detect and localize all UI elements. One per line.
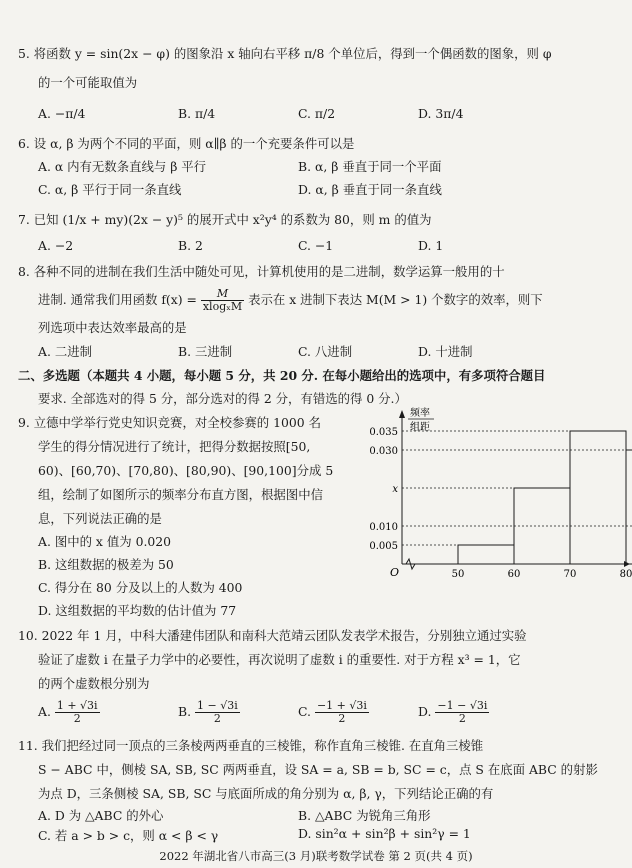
q9-line5: 息，下列说法正确的是 xyxy=(38,511,162,526)
x-tick-label: 60 xyxy=(507,569,521,580)
q6-option-b: B. α, β 垂直于同一个平面 xyxy=(298,159,442,174)
q11-option-a: A. D 为 △ABC 的外心 xyxy=(38,808,164,823)
q11-line1: 11. 我们把经过同一顶点的三条棱两两垂直的三棱锥，称作直角三棱锥. 在直角三棱锥 xyxy=(18,738,484,753)
q10-option-c-den: 2 xyxy=(338,712,346,725)
histogram-bar xyxy=(458,545,514,564)
section2-line1: 二、多选题（本题共 4 小题，每小题 5 分，共 20 分. 在每小题给出的选项中，有多项符合题目 xyxy=(18,368,546,383)
q10-line3: 的两个虚数根分别为 xyxy=(38,676,150,691)
q10-option-a-num: 1 + √3i xyxy=(56,699,98,712)
histogram-bar xyxy=(570,431,626,564)
y-tick-label: 0.005 xyxy=(369,541,398,552)
q10-option-b xyxy=(178,700,240,725)
q5-line2: 的一个可能取值为 xyxy=(38,75,138,90)
q8-line2-end: 表示在 x 进制下表达 M(M > 1) 个数字的效率，则下 xyxy=(244,292,543,307)
q11-line3: 为点 D，三条侧棱 SA, SB, SC 与底面所成的角分别为 α, β, γ，下列结论正确的有 xyxy=(38,786,494,801)
q10-option-a-letter: A. xyxy=(38,704,51,719)
q10-option-c xyxy=(298,700,369,725)
q8-line3: 列选项中表达效率最高的是 xyxy=(38,320,187,335)
q10-option-b-den: 2 xyxy=(213,712,221,725)
q10-option-d-den: 2 xyxy=(458,712,466,725)
q8-option-d: D. 十进制 xyxy=(418,344,473,359)
x-tick-label: 50 xyxy=(451,569,465,580)
q9-line2: 学生的得分情况进行了统计，把得分数据按照[50, xyxy=(38,439,311,454)
q7-line1: 7. 已知 (1/x + my)(2x − y)⁵ 的展开式中 x²y⁴ 的系数为 80，则 m 的值为 xyxy=(18,212,432,227)
q8-frac-den: xlogₓM xyxy=(202,300,243,313)
y-tick-label: 0.010 xyxy=(369,522,398,533)
x-tick-label: 70 xyxy=(563,569,577,580)
q10-option-a-den: 2 xyxy=(73,712,81,725)
q11-option-c: C. 若 a > b > c，则 α < β < γ xyxy=(38,828,219,843)
q5-option-b: B. π/4 xyxy=(178,106,216,121)
q5-option-a: A. −π/4 xyxy=(38,106,86,121)
q7-option-a: A. −2 xyxy=(38,238,74,253)
x-tick-label: 80 xyxy=(619,569,632,580)
y-tick-label: 0.030 xyxy=(369,446,398,457)
q6-option-d: D. α, β 垂直于同一条直线 xyxy=(298,182,442,197)
q8-option-c: C. 八进制 xyxy=(298,344,353,359)
q7-option-b: B. 2 xyxy=(178,238,203,253)
q8-line1: 8. 各种不同的进制在我们生活中随处可见，计算机使用的是二进制，数学运算一般用的十 xyxy=(18,264,505,279)
q11-option-d: D. sin²α + sin²β + sin²γ = 1 xyxy=(298,826,471,841)
q6-line1: 6. 设 α, β 为两个不同的平面，则 α∥β 的一个充要条件可以是 xyxy=(18,136,355,151)
q5-option-c: C. π/2 xyxy=(298,106,336,121)
q9-option-d: D. 这组数据的平均数的估计值为 77 xyxy=(38,603,237,618)
q8-option-a: A. 二进制 xyxy=(38,344,92,359)
q9-option-c: C. 得分在 80 分及以上的人数为 400 xyxy=(38,580,243,595)
q6-option-a: A. α 内有无数条直线与 β 平行 xyxy=(38,159,207,174)
q7-option-c: C. −1 xyxy=(298,238,334,253)
y-axis-arrow xyxy=(399,410,405,418)
page-footer: 2022 年湖北省八市高三(3 月)联考数学试卷 第 2 页(共 4 页) xyxy=(159,849,473,863)
q7-option-d: D. 1 xyxy=(418,238,444,253)
q9-line3: 60)、[60,70)、[70,80)、[80,90)、[90,100]分成 5 xyxy=(38,463,334,478)
origin-label: O xyxy=(390,566,400,579)
q10-option-b-num: 1 − √3i xyxy=(197,699,238,712)
q10-option-b-letter: B. xyxy=(178,704,192,719)
q10-option-d xyxy=(418,700,489,725)
q10-line2: 验证了虚数 i 在量子力学中的必要性，再次说明了虚数 i 的重要性. 对于方程 x³ = 1，它 xyxy=(38,652,521,667)
section2-line2: 要求. 全部选对的得 5 分，部分选对的得 2 分，有错选的得 0 分.） xyxy=(38,391,407,406)
y-tick-label: x xyxy=(392,484,398,495)
q9-line1: 9. 立德中学举行党史知识竞赛，对全校参赛的 1000 名 xyxy=(18,415,321,430)
y-tick-label: 0.035 xyxy=(369,427,398,438)
q8-line2-start: 进制. 通常我们用函数 f(x) = xyxy=(38,292,201,307)
q8-efficiency-fraction xyxy=(201,288,244,313)
frequency-histogram xyxy=(352,404,632,584)
q8-option-b: B. 三进制 xyxy=(178,344,233,359)
q5-line1: 5. 将函数 y = sin(2x − φ) 的图象沿 x 轴向右平移 π/8 个单位后，得到一个偶函数的图象，则 φ xyxy=(18,46,552,61)
q8-frac-num: M xyxy=(201,288,244,301)
q10-line1: 10. 2022 年 1 月，中科大潘建伟团队和南科大范靖云团队发表学术报告，分别独立通过实验 xyxy=(18,628,527,643)
histogram-bar xyxy=(626,450,632,564)
q10-option-d-num: −1 − √3i xyxy=(437,699,488,712)
q10-option-d-letter: D. xyxy=(418,704,432,719)
y-axis-label-bottom: 组距 xyxy=(410,422,430,433)
q10-option-a xyxy=(38,700,100,725)
q11-line2: S − ABC 中，侧棱 SA, SB, SC 两两垂直，设 SA = a, SB = b, SC = c，点 S 在底面 ABC 的射影 xyxy=(38,762,598,777)
y-axis-label-top: 频率 xyxy=(410,408,430,419)
q9-option-a: A. 图中的 x 值为 0.020 xyxy=(38,534,172,549)
q6-option-c: C. α, β 平行于同一条直线 xyxy=(38,182,182,197)
q11-option-b: B. △ABC 为锐角三角形 xyxy=(298,808,431,823)
q5-option-d: D. 3π/4 xyxy=(418,106,464,121)
q9-line4: 组，绘制了如图所示的频率分布直方图，根据图中信 xyxy=(38,487,323,502)
q10-option-c-letter: C. xyxy=(298,704,311,719)
q9-option-b: B. 这组数据的极差为 50 xyxy=(38,557,174,572)
q8-line2 xyxy=(38,288,543,313)
q10-option-c-num: −1 + √3i xyxy=(316,699,367,712)
